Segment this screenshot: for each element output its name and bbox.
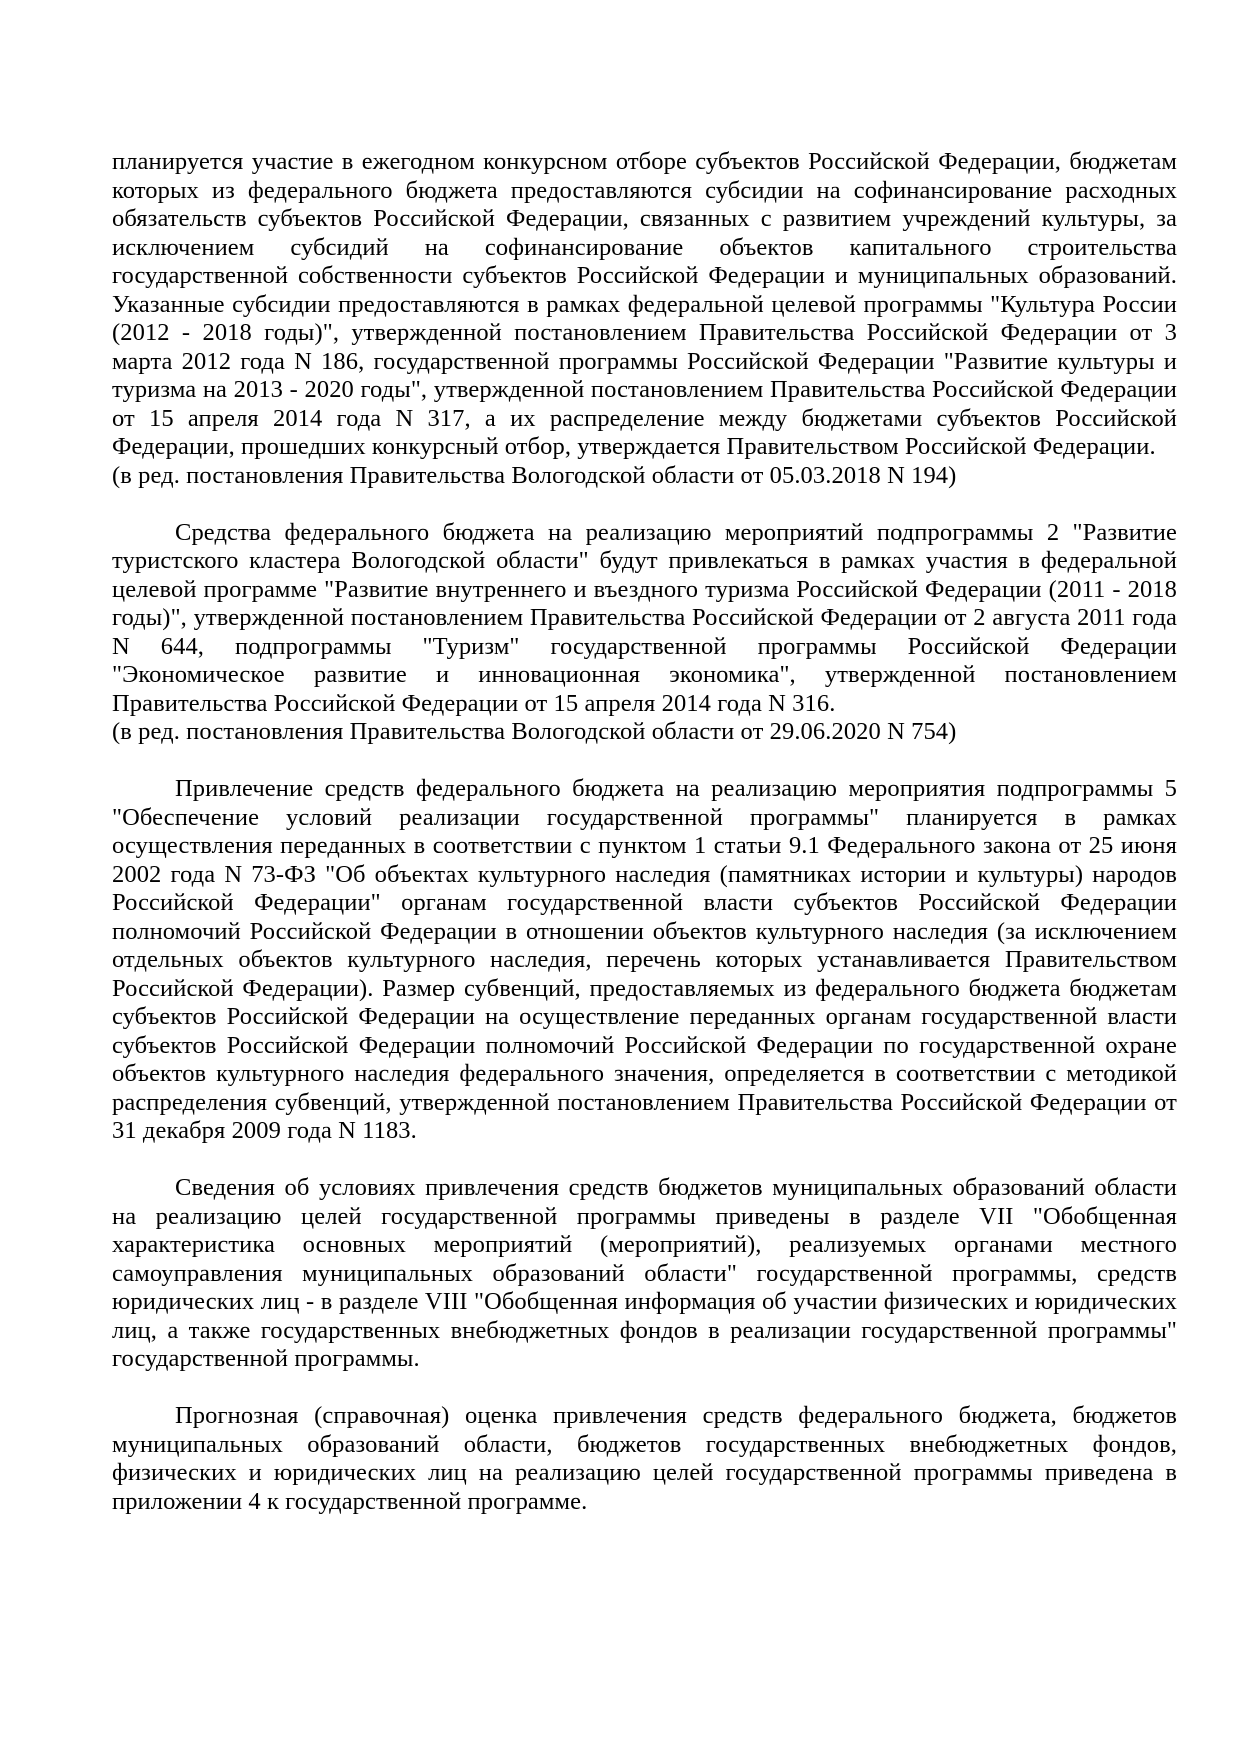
amendment-note-2018: (в ред. постановления Правительства Вологодской области от 05.03.2018 N 194) bbox=[112, 461, 957, 489]
paragraph-federal-subsidies: планируется участие в ежегодном конкурсном отборе субъектов Российской Федерации, бюджетам которых из федерального бюджета предоставляются субсидии на софинансирование расходных обязательств субъектов Российской Федерации, связанных с развитием учреждений культуры, за исключением субсидий на софинансирование объектов капитального строительства государственной собственности субъектов Российской Федерации и муниципальных образований. Указанные субсидии предоставляются в рамках федеральной целевой программы "Культура России (2012 - 2018 годы)", утвержденной постановлением Правительства Российской Федерации от 3 марта 2012 года N 186, государственной программы Российской Федерации "Развитие культуры и туризма на 2013 - 2020 годы", утвержденной постановлением Правительства Российской Федерации от 15 апреля 2014 года N 317, а их распределение между бюджетами субъектов Российской Федерации, прошедших конкурсный отбор, утверждается Правительством Российской Федерации. bbox=[112, 148, 1177, 460]
paragraph-forecast-estimate: Прогнозная (справочная) оценка привлечения средств федерального бюджета, бюджетов муниципальных образований области, бюджетов государственных внебюджетных фондов, физических и юридических лиц на реализацию целей государственной программы приведена в приложении 4 к государственной программе. bbox=[112, 1402, 1177, 1515]
paragraph-tourism-cluster: Средства федерального бюджета на реализацию мероприятий подпрограммы 2 "Развитие туристского кластера Вологодской области" будут привлекаться в рамках участия в федеральной целевой программе "Развитие внутреннего и въездного туризма Российской Федерации (2011 - 2018 годы)", утвержденной постановлением Правительства Российской Федерации от 2 августа 2011 года N 644, подпрограммы "Туризм" государственной программы Российской Федерации "Экономическое развитие и инновационная экономика", утвержденной постановлением Правительства Российской Федерации от 15 апреля 2014 года N 316. bbox=[112, 518, 1177, 717]
document-body bbox=[112, 148, 1177, 1516]
amendment-note-2020: (в ред. постановления Правительства Вологодской области от 29.06.2020 N 754) bbox=[112, 718, 957, 745]
paragraph-municipal-budgets: Сведения об условиях привлечения средств бюджетов муниципальных образований области на реализацию целей государственной программы приведены в разделе VII "Обобщенная характеристика основных мероприятий (мероприятий), реализуемых органами местного самоуправления муниципальных образований области" государственной программы, средств юридических лиц - в разделе VIII "Обобщенная информация об участии физических и юридических лиц, а также государственных внебюджетных фондов в реализации государственной программы" государственной программы. bbox=[112, 1174, 1177, 1372]
paragraph-cultural-heritage: Привлечение средств федерального бюджета на реализацию мероприятия подпрограммы 5 "Обеспечение условий реализации государственной программы" планируется в рамках осуществления переданных в соответствии с пунктом 1 статьи 9.1 Федерального закона от 25 июня 2002 года N 73-ФЗ "Об объектах культурного наследия (памятниках истории и культуры) народов Российской Федерации" органам государственной власти субъектов Российской Федерации полномочий Российской Федерации в отношении объектов культурного наследия (за исключением отдельных объектов культурного наследия, перечень которых устанавливается Правительством Российской Федерации). Размер субвенций, предоставляемых из федерального бюджета бюджетам субъектов Российской Федерации на осуществление переданных органам государственной власти субъектов Российской Федерации полномочий Российской Федерации по государственной охране объектов культурного наследия федерального значения, определяется в соответствии с методикой распределения субвенций, утвержденной постановлением Правительства Российской Федерации от 31 декабря 2009 года N 1183. bbox=[112, 775, 1177, 1144]
